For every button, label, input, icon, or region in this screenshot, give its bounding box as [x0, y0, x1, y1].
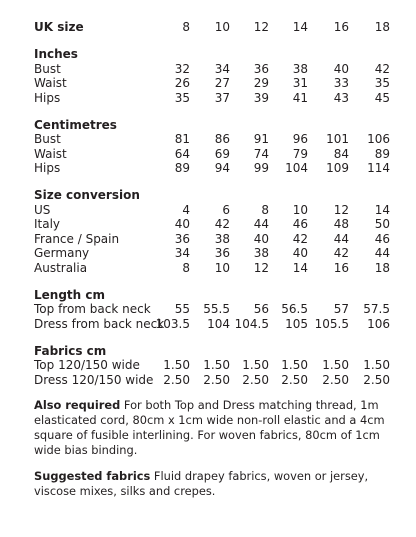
- table-cell: 10: [292, 202, 308, 217]
- table-cell: 50: [374, 217, 390, 231]
- table-cell: 89: [174, 161, 190, 175]
- table-cell: 12: [253, 20, 269, 34]
- table-cell: 36: [253, 61, 269, 76]
- table-cell: 74: [253, 146, 269, 161]
- section-heading-text: Length cm: [34, 287, 105, 302]
- table-cell: 43: [333, 90, 349, 105]
- table-cell: 40: [253, 231, 269, 246]
- table-cell: 104: [285, 161, 308, 175]
- table-cell: 106: [367, 132, 390, 146]
- table-cell: 46: [292, 217, 308, 231]
- table-cell: 1.50: [163, 358, 190, 372]
- table-cell: 84: [333, 146, 349, 161]
- table-cell: 79: [292, 146, 308, 161]
- section-heading: [34, 344, 390, 359]
- table-cell: 109: [326, 161, 349, 175]
- row-label: Top from back neck: [34, 302, 151, 316]
- row-label: Bust: [34, 61, 61, 76]
- table-cell: 2.50: [281, 372, 308, 387]
- table-row: [34, 317, 390, 332]
- table-cell: 104: [207, 316, 230, 331]
- table-cell: 64: [174, 146, 190, 161]
- table-cell: 27: [214, 76, 230, 90]
- table-cell: 99: [253, 161, 269, 175]
- table-cell: 40: [333, 61, 349, 76]
- table-cell: 1.50: [203, 358, 230, 372]
- table-cell: 69: [214, 146, 230, 161]
- table-cell: 14: [374, 202, 390, 217]
- table-cell: 34: [174, 246, 190, 260]
- table-cell: 38: [214, 231, 230, 246]
- table-cell: 55.5: [203, 302, 230, 316]
- row-label: Italy: [34, 217, 61, 231]
- table-row: [34, 91, 390, 106]
- table-cell: 91: [253, 132, 269, 146]
- table-cell: 14: [292, 260, 308, 275]
- table-cell: 44: [333, 231, 349, 246]
- table-cell: 42: [333, 246, 349, 260]
- section-heading: [34, 288, 390, 303]
- table-row: [34, 246, 390, 261]
- table-cell: 106: [367, 316, 390, 331]
- section-heading-text: Fabrics cm: [34, 343, 107, 358]
- table-cell: 2.50: [163, 372, 190, 387]
- table-cell: 86: [214, 132, 230, 146]
- table-cell: 12: [333, 202, 349, 217]
- table-cell: 18: [374, 20, 390, 34]
- table-cell: 44: [253, 217, 269, 231]
- section-heading-text: Centimetres: [34, 117, 117, 132]
- table-cell: 42: [214, 217, 230, 231]
- table-cell: 36: [174, 231, 190, 246]
- table-row: [34, 76, 390, 91]
- size-table: [34, 20, 390, 387]
- table-cell: 2.50: [242, 372, 269, 387]
- table-cell: 40: [292, 246, 308, 260]
- also-required-title: Also required: [34, 398, 121, 412]
- row-label: Waist: [34, 146, 67, 161]
- row-label: UK size: [34, 20, 84, 34]
- suggested-fabrics-text: Fluid drapey fabrics, woven or jersey, viscose mixes, silks and crepes.: [34, 469, 369, 498]
- table-cell: 41: [292, 90, 308, 105]
- table-row: [34, 147, 390, 162]
- row-label: Hips: [34, 90, 61, 105]
- table-cell: 37: [214, 90, 230, 105]
- table-cell: 29: [253, 76, 269, 90]
- table-cell: 57: [333, 302, 349, 316]
- row-label: France / Spain: [34, 231, 120, 246]
- table-cell: 31: [292, 76, 308, 90]
- table-cell: 1.50: [281, 358, 308, 372]
- table-cell: 8: [261, 202, 269, 217]
- section-heading: [34, 188, 390, 203]
- table-row: [34, 358, 390, 373]
- table-cell: 33: [333, 76, 349, 90]
- table-row: [34, 203, 390, 218]
- table-cell: 103.5: [155, 316, 190, 331]
- table-row: [34, 132, 390, 147]
- table-row: [34, 217, 390, 232]
- table-cell: 6: [222, 202, 230, 217]
- table-cell: 18: [374, 260, 390, 275]
- table-cell: 39: [253, 90, 269, 105]
- table-cell: 96: [292, 132, 308, 146]
- table-row: [34, 302, 390, 317]
- row-label: Germany: [34, 246, 90, 260]
- table-cell: 8: [182, 260, 190, 275]
- table-cell: 8: [182, 20, 190, 34]
- row-label: Dress 120/150 wide: [34, 372, 154, 387]
- row-label: US: [34, 202, 51, 217]
- table-cell: 4: [182, 202, 190, 217]
- also-required-text: For both Top and Dress matching thread, 1m elasticated cord, 80cm x 1cm wide non-roll elastic and a 4cm square of fusible interlining. For woven fabrics, 80cm of 1cm wide bias binding.: [34, 398, 385, 457]
- table-cell: 35: [174, 90, 190, 105]
- table-cell: 48: [333, 217, 349, 231]
- table-cell: 1.50: [242, 358, 269, 372]
- table-cell: 1.50: [322, 358, 349, 372]
- table-row: [34, 232, 390, 247]
- row-label: Waist: [34, 76, 67, 90]
- size-chart: [34, 20, 390, 499]
- table-cell: 2.50: [203, 372, 230, 387]
- table-row: [34, 373, 390, 388]
- row-label: Bust: [34, 132, 61, 146]
- table-row: [34, 261, 390, 276]
- table-cell: 114: [367, 161, 390, 175]
- table-cell: 105: [285, 316, 308, 331]
- table-cell: 81: [174, 132, 190, 146]
- table-row: [34, 62, 390, 77]
- table-cell: 56.5: [281, 302, 308, 316]
- table-cell: 2.50: [322, 372, 349, 387]
- table-cell: 56: [253, 302, 269, 316]
- table-cell: 46: [374, 231, 390, 246]
- table-cell: 38: [253, 246, 269, 260]
- table-cell: 26: [174, 76, 190, 90]
- section-heading: [34, 47, 390, 62]
- table-cell: 42: [292, 231, 308, 246]
- table-cell: 34: [214, 61, 230, 76]
- table-cell: 89: [374, 146, 390, 161]
- table-cell: 44: [374, 246, 390, 260]
- row-label: Hips: [34, 161, 61, 175]
- table-row: [34, 161, 390, 176]
- table-cell: 104.5: [234, 316, 269, 331]
- table-cell: 35: [374, 76, 390, 90]
- table-cell: 16: [333, 260, 349, 275]
- table-cell: 40: [174, 217, 190, 231]
- suggested-fabrics-title: Suggested fabrics: [34, 469, 151, 483]
- table-cell: 14: [292, 20, 308, 34]
- table-cell: 1.50: [363, 358, 390, 372]
- table-cell: 57.5: [363, 302, 390, 316]
- notes: [34, 398, 390, 499]
- table-cell: 101: [326, 132, 349, 146]
- table-cell: 55: [174, 302, 190, 316]
- table-cell: 10: [214, 260, 230, 275]
- table-header-row: [34, 20, 390, 35]
- row-label: Australia: [34, 260, 88, 275]
- section-heading-text: Inches: [34, 47, 78, 61]
- row-label: Top 120/150 wide: [34, 358, 140, 372]
- table-cell: 12: [253, 260, 269, 275]
- table-cell: 42: [374, 61, 390, 76]
- table-cell: 105.5: [314, 316, 349, 331]
- also-required-note: [34, 398, 390, 458]
- suggested-fabrics-note: [34, 469, 390, 499]
- table-cell: 16: [333, 20, 349, 34]
- table-cell: 36: [214, 246, 230, 260]
- section-heading-text: Size conversion: [34, 188, 140, 202]
- table-cell: 45: [374, 90, 390, 105]
- table-cell: 38: [292, 61, 308, 76]
- table-cell: 2.50: [363, 372, 390, 387]
- row-label: Dress from back neck: [34, 316, 165, 331]
- table-cell: 10: [214, 20, 230, 34]
- table-cell: 32: [174, 61, 190, 76]
- section-heading: [34, 118, 390, 133]
- table-cell: 94: [214, 161, 230, 175]
